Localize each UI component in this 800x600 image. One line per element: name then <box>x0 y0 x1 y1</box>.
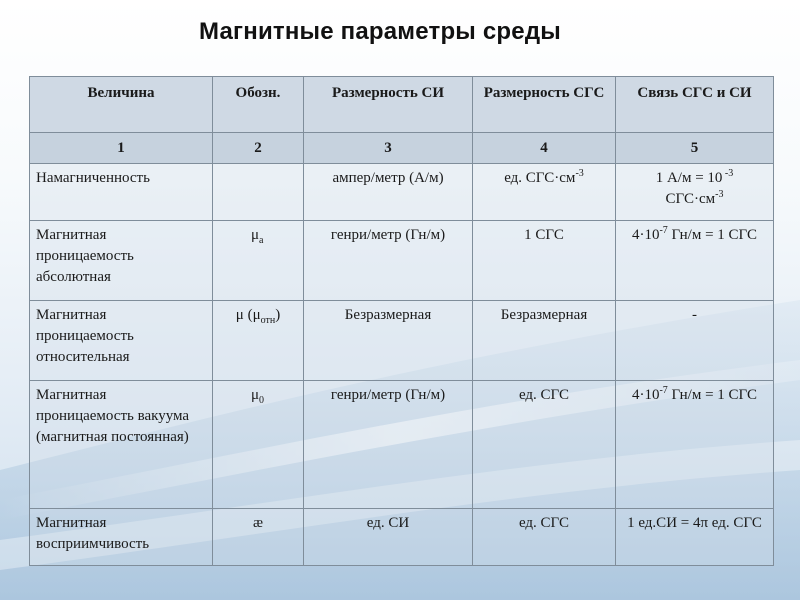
table-header-row <box>30 77 774 133</box>
quantity-cell: Магнитная восприимчивость <box>30 509 213 566</box>
relation-text-2: Гн/м = 1 СГС <box>667 227 758 243</box>
cgs-unit-cell: Безразмерная <box>473 301 616 381</box>
quantity-cell: Магнитная проницаемость абсолютная <box>30 221 213 301</box>
table-row <box>30 164 774 221</box>
symbol-text: μ <box>251 227 260 243</box>
relation-exponent-2: -3 <box>715 189 724 200</box>
symbol-subscript: 0 <box>259 395 265 406</box>
cgs-unit-cell <box>473 164 616 221</box>
si-unit-cell: генри/метр (Гн/м) <box>304 221 473 301</box>
column-number: 4 <box>473 133 616 164</box>
quantity-cell: Магнитная проницаемость относительная <box>30 301 213 381</box>
header-symbol: Обозн. <box>213 77 304 133</box>
cgs-unit-cell: ед. СГС <box>473 509 616 566</box>
quantity-cell: Магнитная проницаемость вакуума (магнитная постоянная) <box>30 381 213 509</box>
symbol-close: ) <box>275 307 281 323</box>
column-number-row <box>30 133 774 164</box>
relation-exponent: -7 <box>659 225 668 236</box>
symbol-subscript: отн <box>260 315 276 326</box>
cgs-unit-cell: 1 СГС <box>473 221 616 301</box>
symbol-cell <box>213 381 304 509</box>
cgs-unit-text: ед. СГС·см <box>504 170 576 186</box>
si-unit-cell: Безразмерная <box>304 301 473 381</box>
relation-text: 1 А/м = 10 <box>655 170 723 186</box>
table-row <box>30 301 774 381</box>
magnetic-parameters-table <box>29 76 774 566</box>
symbol-text: μ <box>251 387 260 403</box>
relation-exponent: -3 <box>722 168 734 179</box>
relation-cell <box>616 221 774 301</box>
cgs-unit-cell: ед. СГС <box>473 381 616 509</box>
table-row <box>30 509 774 566</box>
header-cgs-unit: Размерность СГС <box>473 77 616 133</box>
relation-text: 4·10 <box>631 227 660 243</box>
si-unit-cell: ед. СИ <box>304 509 473 566</box>
relation-cell: - <box>616 301 774 381</box>
header-quantity: Величина <box>30 77 213 133</box>
slide-title: Магнитные параметры среды <box>199 18 561 45</box>
symbol-cell <box>213 164 304 221</box>
column-number: 3 <box>304 133 473 164</box>
header-relation: Связь СГС и СИ <box>616 77 774 133</box>
symbol-cell <box>213 221 304 301</box>
relation-text-2: Гн/м = 1 СГС <box>667 387 758 403</box>
cgs-unit-exponent: -3 <box>575 168 584 179</box>
table-row <box>30 381 774 509</box>
relation-cell <box>616 381 774 509</box>
relation-text: 4·10 <box>631 387 660 403</box>
symbol-subscript: а <box>259 235 264 246</box>
relation-exponent: -7 <box>659 385 668 396</box>
symbol-text: μ (μ <box>235 307 261 323</box>
relation-cell <box>616 164 774 221</box>
si-unit-cell: генри/метр (Гн/м) <box>304 381 473 509</box>
table-row <box>30 221 774 301</box>
header-si-unit: Размерность СИ <box>304 77 473 133</box>
column-number: 5 <box>616 133 774 164</box>
column-number: 1 <box>30 133 213 164</box>
symbol-cell <box>213 301 304 381</box>
si-unit-cell: ампер/метр (А/м) <box>304 164 473 221</box>
column-number: 2 <box>213 133 304 164</box>
relation-text-2: СГС·см <box>665 191 716 207</box>
symbol-cell: æ <box>213 509 304 566</box>
relation-cell: 1 ед.СИ = 4π ед. СГС <box>616 509 774 566</box>
quantity-cell: Намагниченность <box>30 164 213 221</box>
